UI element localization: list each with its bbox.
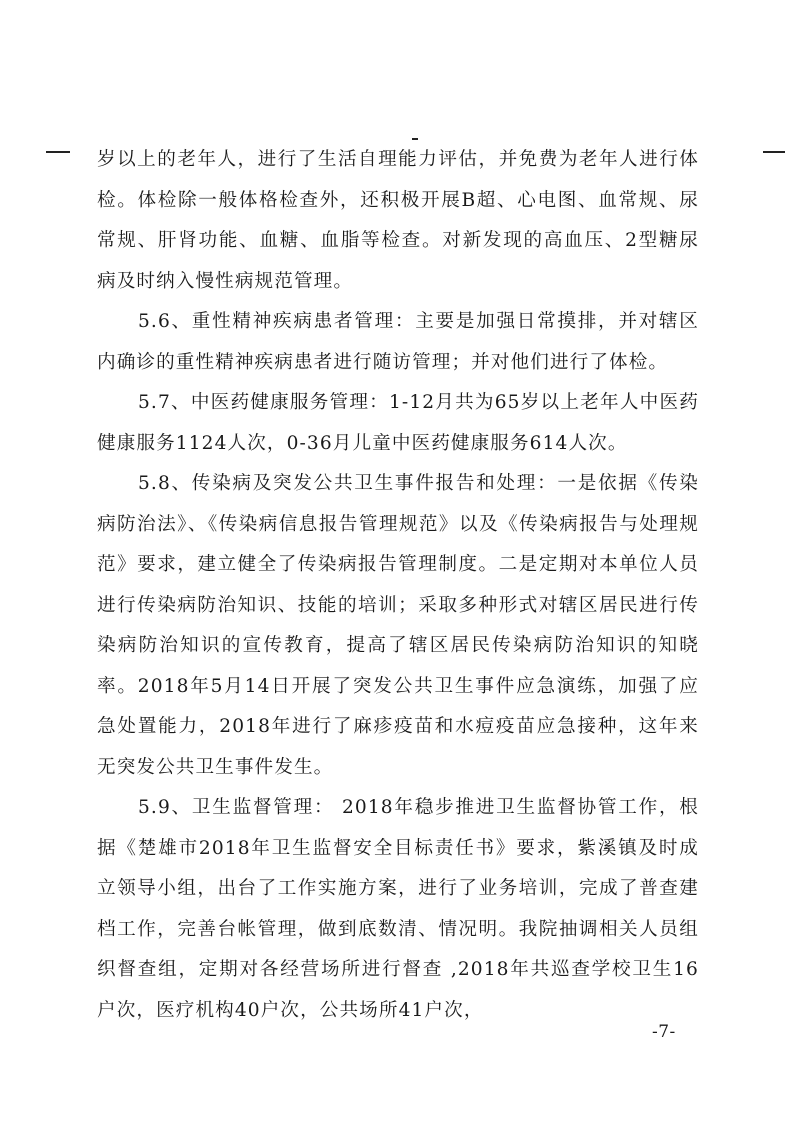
paragraph-mental-illness: 5.6、重性精神疾病患者管理：主要是加强日常摸排，并对辖区内确诊的重性精神疾病患者进行随访管理；并对他们进行了体检。 [97, 311, 699, 373]
paragraph-health-supervision: 5.9、卫生监督管理： 2018年稳步推进卫生监督协管工作，根据《楚雄市2018年卫生监督安全目标责任书》要求，紫溪镇及时成立领导小组，出台了工作实施方案，进行了业务培训，完成了普查建档工作，完善台帐管理，做到底数清、情况明。我院抽调相关人员组织督查组，定期对各经营场所进行督查 ,2018年共巡查学校卫生16户次，医疗机构40户次，公共场所41户次， [97, 797, 699, 1021]
page-number: -7- [652, 1022, 676, 1042]
body-text [97, 140, 699, 1031]
paragraph-tcm-services: 5.7、中医药健康服务管理：1-12月共为65岁以上老年人中医药健康服务1124人次，0-36月儿童中医药健康服务614人次。 [97, 392, 699, 454]
paragraph-elderly-checkup: 岁以上的老年人，进行了生活自理能力评估，并免费为老年人进行体检。体检除一般体格检查外，还积极开展B超、心电图、血常规、尿常规、肝肾功能、血糖、血脂等检查。对新发现的高血压、2型糖尿病及时纳入慢性病规范管理。 [97, 149, 699, 292]
binding-mark-left [46, 151, 70, 153]
paragraph-infectious-disease: 5.8、传染病及突发公共卫生事件报告和处理：一是依据《传染病防治法》、《传染病信息报告管理规范》以及《传染病报告与处理规范》要求，建立健全了传染病报告管理制度。二是定期对本单位人员进行传染病防治知识、技能的培训；采取多种形式对辖区居民进行传染病防治知识的宣传教育，提高了辖区居民传染病防治知识的知晓率。2018年5月14日开展了突发公共卫生事件应急演练，加强了应急处置能力，2018年进行了麻疹疫苗和水痘疫苗应急接种，这年来无突发公共卫生事件发生。 [97, 473, 699, 778]
binding-mark-right [763, 151, 785, 153]
